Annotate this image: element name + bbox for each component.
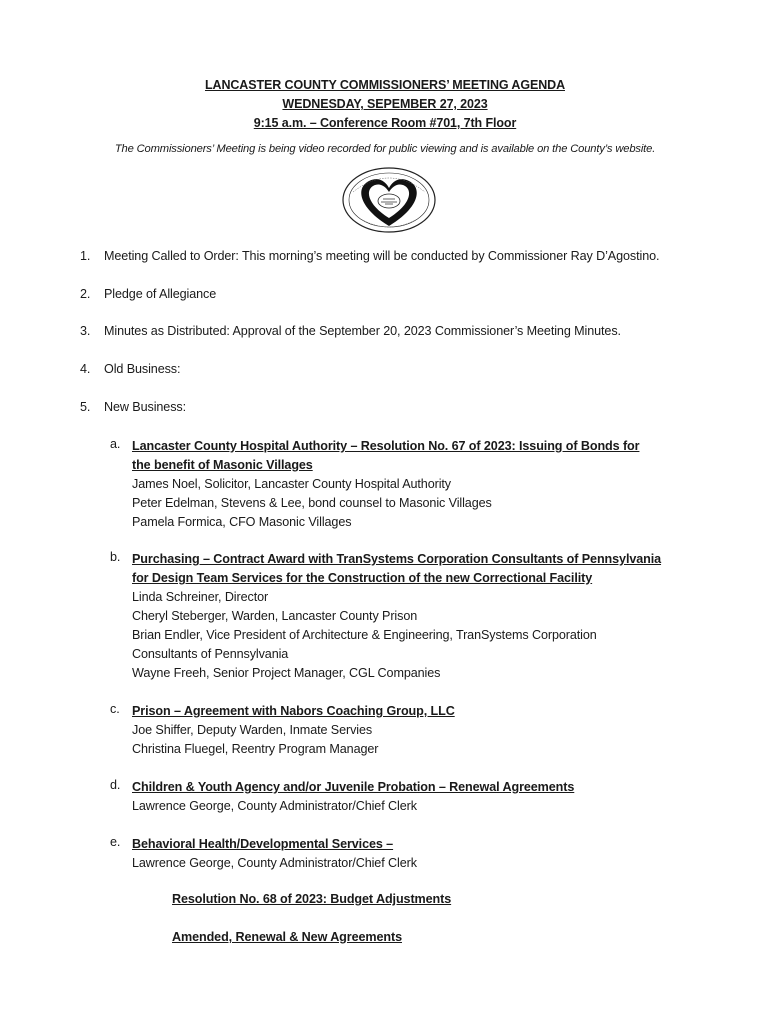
subitem-title: Behavioral Health/Developmental Services – bbox=[132, 837, 394, 851]
item-number: 5. bbox=[80, 400, 91, 414]
item-text: Pledge of Allegiance bbox=[104, 287, 217, 301]
subitem-title: for Design Team Services for the Construction of the new Correctional Facility bbox=[132, 571, 593, 585]
presenter-line: Pamela Formica, CFO Masonic Villages bbox=[132, 515, 352, 529]
item-text: New Business: bbox=[104, 400, 186, 414]
presenter-line: Brian Endler, Vice President of Architecture & Engineering, TranSystems Corporation bbox=[132, 628, 597, 642]
presenter-line: Wayne Freeh, Senior Project Manager, CGL Companies bbox=[132, 666, 441, 680]
item-text: Old Business: bbox=[104, 362, 181, 376]
item-number: 2. bbox=[80, 287, 91, 301]
presenter-line: Christina Fluegel, Reentry Program Manager bbox=[132, 742, 379, 756]
item-text: Meeting Called to Order: This morning’s meeting will be conducted by Commissioner Ray D’Agostino. bbox=[104, 249, 660, 263]
subitem-letter: b. bbox=[110, 550, 121, 564]
presenter-line: Consultants of Pennsylvania bbox=[132, 647, 289, 661]
subitem-title: Purchasing – Contract Award with TranSystems Corporation Consultants of Pennsylvania bbox=[132, 552, 662, 566]
meeting-date: WEDNESDAY, SEPEMBER 27, 2023 bbox=[282, 97, 488, 111]
presenter-line: Joe Shiffer, Deputy Warden, Inmate Servies bbox=[132, 723, 373, 737]
presenter-line: James Noel, Solicitor, Lancaster County Hospital Authority bbox=[132, 477, 451, 491]
presenter-line: Cheryl Steberger, Warden, Lancaster County Prison bbox=[132, 609, 418, 623]
presenter-line: Linda Schreiner, Director bbox=[132, 590, 269, 604]
item-number: 4. bbox=[80, 362, 91, 376]
presenter-line: Peter Edelman, Stevens & Lee, bond counsel to Masonic Villages bbox=[132, 496, 492, 510]
meeting-time-location: 9:15 a.m. – Conference Room #701, 7th Floor bbox=[253, 116, 517, 130]
subitem-letter: a. bbox=[110, 437, 121, 451]
county-seal-icon bbox=[341, 166, 437, 234]
recording-notice: The Commissioners’ Meeting is being video recorded for public viewing and is available on the County’s website. bbox=[114, 143, 656, 155]
subitem-letter: e. bbox=[110, 835, 121, 849]
subitem-title: Prison – Agreement with Nabors Coaching Group, LLC bbox=[132, 704, 455, 718]
agenda-title: LANCASTER COUNTY COMMISSIONERS’ MEETING AGENDA bbox=[204, 78, 565, 92]
resolution-title: Resolution No. 68 of 2023: Budget Adjustments bbox=[172, 892, 452, 906]
subitem-title: the benefit of Masonic Villages bbox=[132, 458, 313, 472]
item-number: 3. bbox=[80, 324, 91, 338]
subitem-letter: d. bbox=[110, 778, 121, 792]
subitem-letter: c. bbox=[110, 702, 120, 716]
subitem-title: Lancaster County Hospital Authority – Resolution No. 67 of 2023: Issuing of Bonds for bbox=[132, 439, 640, 453]
item-number: 1. bbox=[80, 249, 91, 263]
subitem-title: Children & Youth Agency and/or Juvenile Probation – Renewal Agreements bbox=[132, 780, 575, 794]
presenter-line: Lawrence George, County Administrator/Chief Clerk bbox=[132, 799, 417, 813]
presenter-line: Lawrence George, County Administrator/Chief Clerk bbox=[132, 856, 417, 870]
agreements-title: Amended, Renewal & New Agreements bbox=[172, 930, 402, 944]
item-text: Minutes as Distributed: Approval of the September 20, 2023 Commissioner’s Meeting Minutes. bbox=[104, 324, 621, 338]
